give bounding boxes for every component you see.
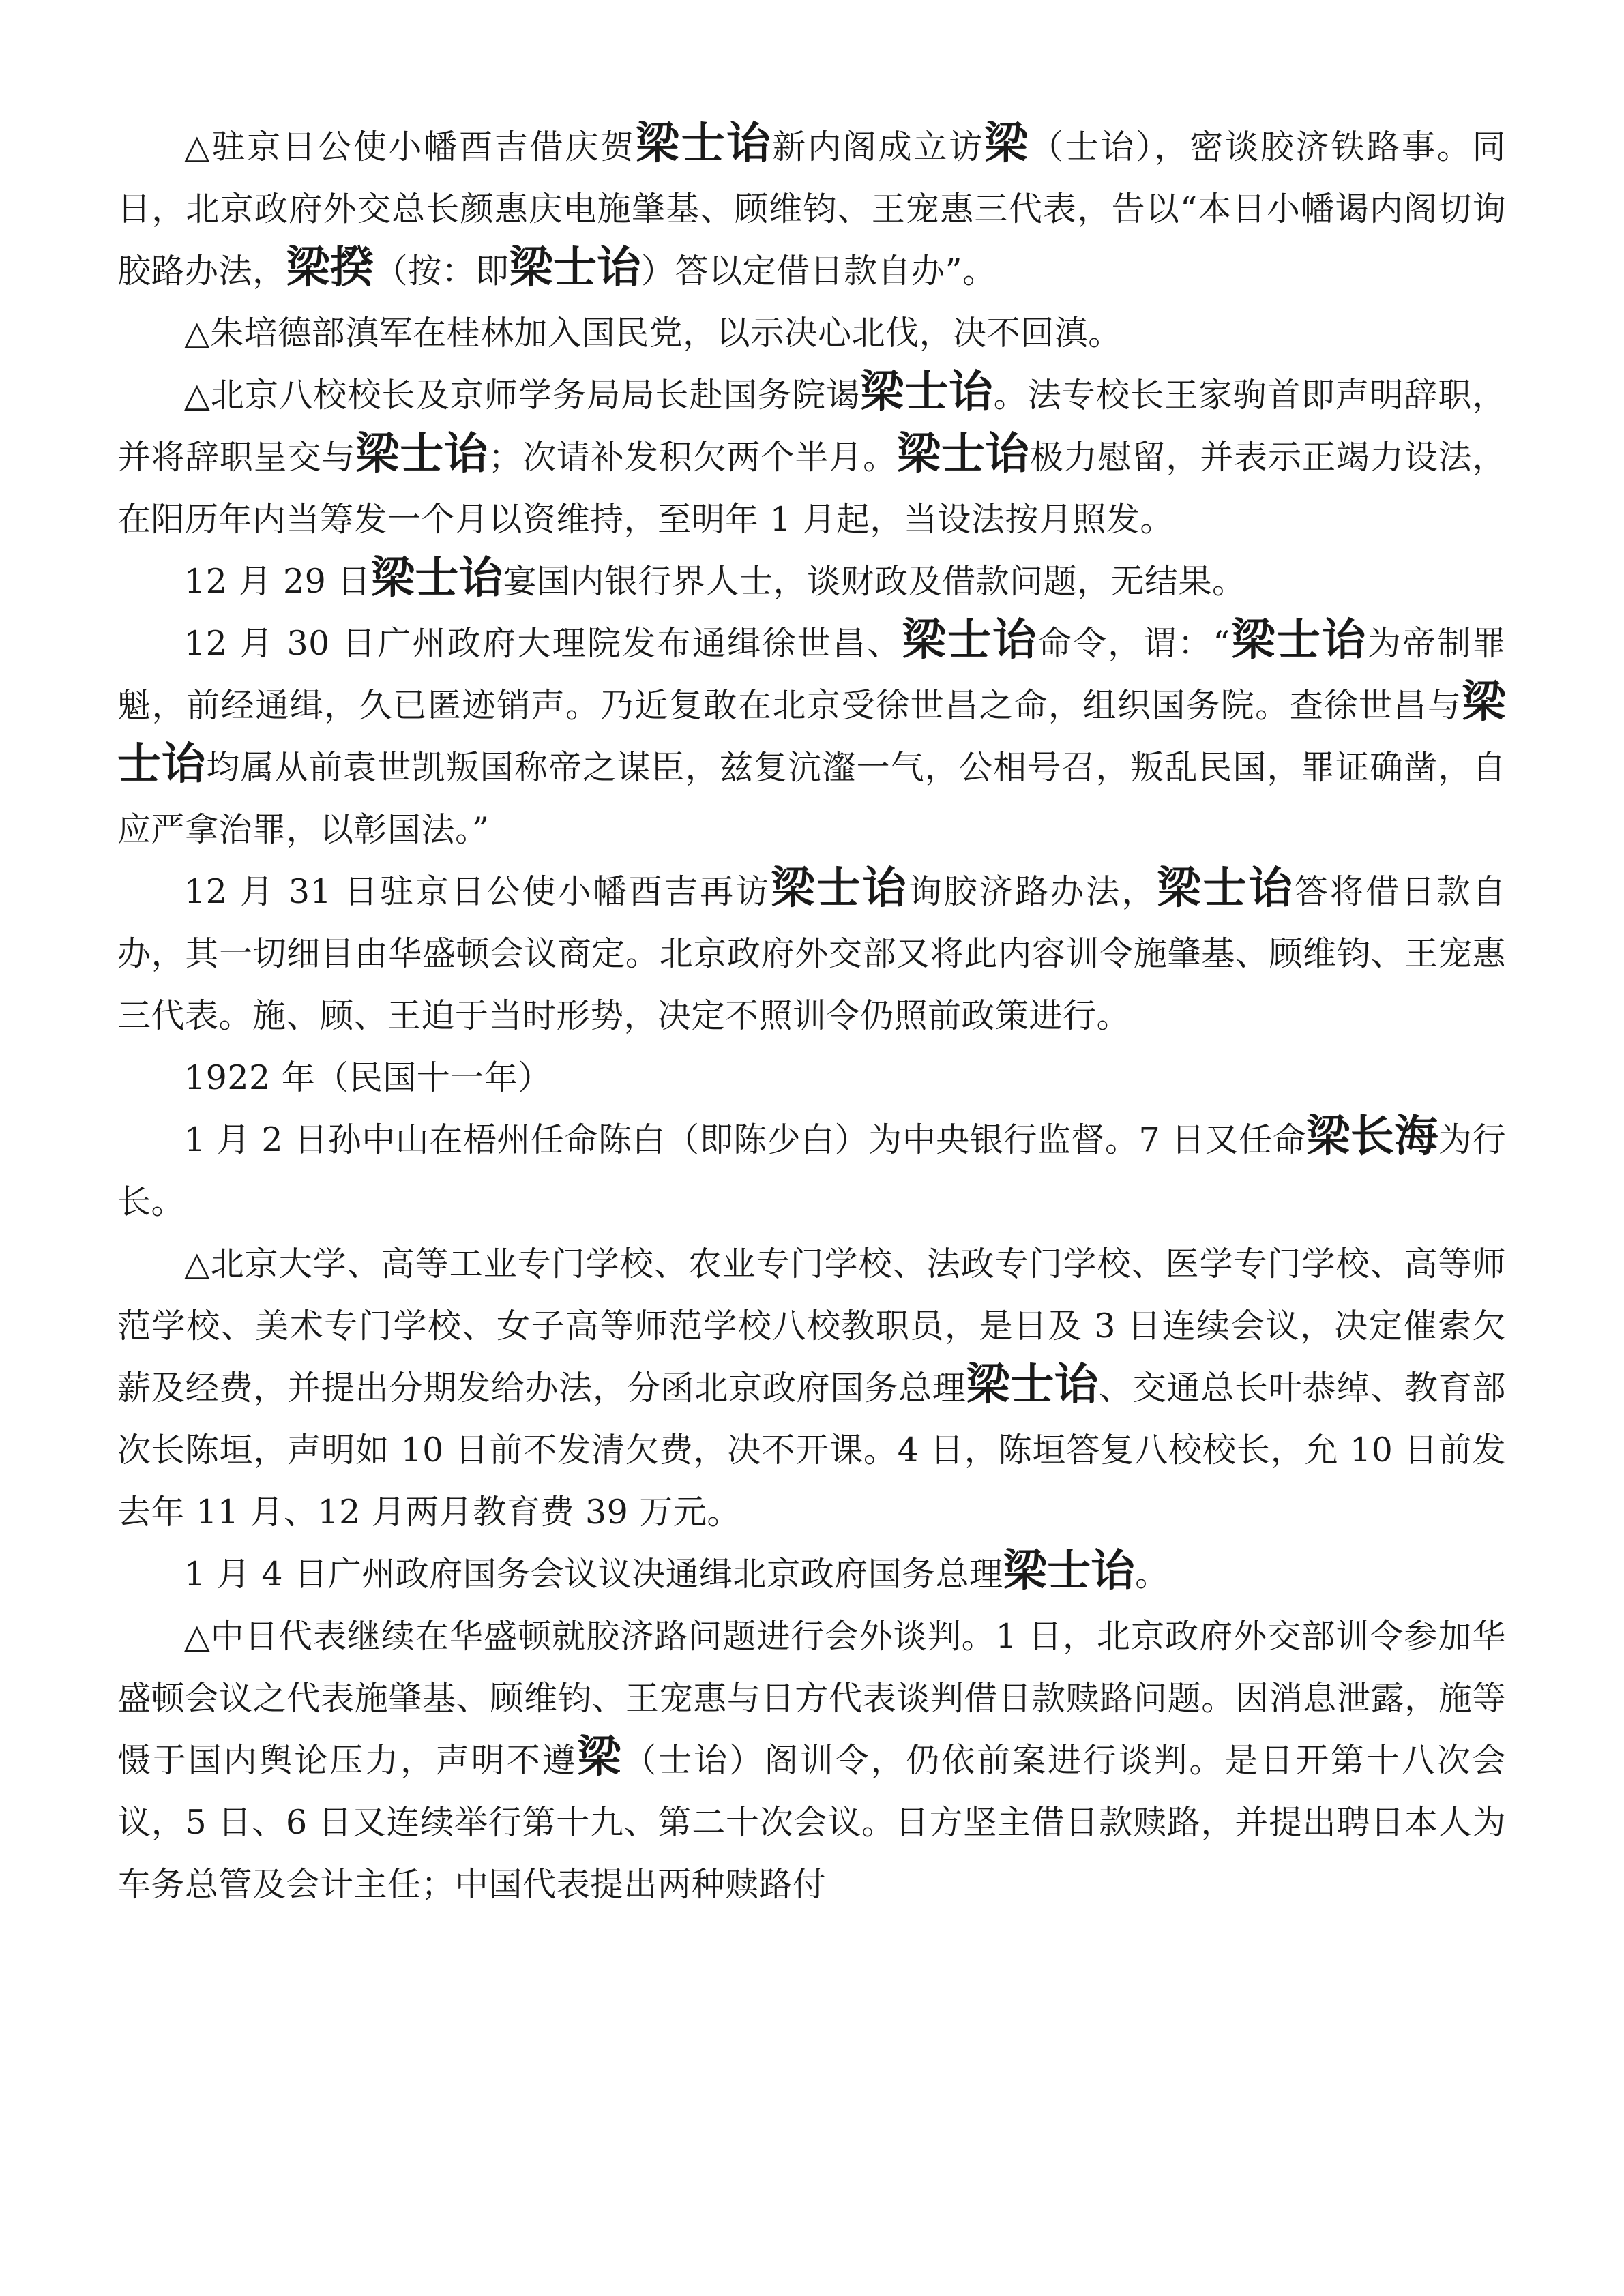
name-highlight: 梁士诒	[355, 429, 489, 479]
text-run: 答将借日款自办，其一切细目由华盛顿会议商定。北京政府外交部又将此内容训令施肇基、顾维钧、王宠惠三代表。施、顾、王迫于当时形势，决定不照训令仍照前政策进行。	[117, 872, 1506, 1035]
text-run: ；次请补发积欠两个半月。	[488, 438, 897, 477]
text-run: 12 月 31 日驻京日公使小幡酉吉再访	[184, 872, 771, 911]
paragraph	[117, 302, 1506, 364]
name-highlight: 梁士诒	[370, 553, 503, 603]
text-run: ）答以定借日款自办”。	[641, 252, 996, 290]
text-run: 。法专校长王家驹首即声明辞职，并将辞职呈交与	[117, 376, 1506, 477]
text-run: 命令，谓：“	[1037, 624, 1230, 663]
name-highlight: 梁士诒	[509, 243, 642, 293]
text-run: 1922 年（民国十一年）	[184, 1058, 552, 1097]
text-run: （士诒）阁训令，仍依前案进行谈判。是日开第十八次会议，5 日、6 日又连续举行第十九、第二十次会议。日方坚主借日款赎路，并提出聘日本人为车务总管及会计主任；中国代表提出两种赎路付	[117, 1741, 1506, 1904]
text-run: △朱培德部滇军在桂林加入国民党，以示决心北伐，决不回滇。	[184, 314, 1122, 353]
name-highlight: 梁士诒	[966, 1360, 1099, 1410]
text-run: 1 月 4 日广州政府国务会议议决通缉北京政府国务总理	[184, 1555, 1003, 1594]
text-run: 。	[1135, 1555, 1169, 1594]
text-run: 宴国内银行界人士，谈财政及借款问题，无结果。	[503, 562, 1246, 601]
text-run: △北京八校校长及京师学务局局长赴国务院谒	[184, 376, 861, 415]
text-run: 均属从前袁世凯叛国称帝之谋臣，兹复沆瀣一气，公相号召，叛乱民国，罪证确凿，自应严拿治罪，以彰国法。”	[117, 748, 1506, 849]
name-highlight: 梁	[577, 1732, 623, 1783]
paragraph	[117, 550, 1506, 612]
paragraph	[117, 1605, 1506, 1915]
name-highlight: 梁士诒	[1157, 863, 1295, 914]
text-run: 询胶济路办法，	[908, 872, 1157, 911]
name-highlight: 梁士诒	[1230, 615, 1368, 666]
text-run: 为帝制罪魁，前经通缉，久已匿迹销声。乃近复敢在北京受徐世昌之命，组织国务院。查徐世昌与	[117, 624, 1507, 725]
text-run: （士诒），密谈胶济铁路事。同日，北京政府外交总长颜惠庆电施肇基、顾维钧、王宠惠三代表，告以“本日小幡谒内阁切询胶路办法，	[117, 128, 1506, 290]
text-run: △北京大学、高等工业专门学校、农业专门学校、法政专门学校、医学专门学校、高等师范学校、美术专门学校、女子高等师范学校八校教职员，是日及 3 日连续会议，决定催索欠薪及经费，并提出分期发给办法，分函北京政府国务总理	[117, 1244, 1506, 1407]
name-highlight: 梁士诒	[896, 429, 1030, 479]
name-highlight: 梁士诒	[635, 119, 773, 169]
paragraph	[117, 1109, 1506, 1233]
text-run: 1 月 2 日孙中山在梧州任命陈白（即陈少白）为中央银行监督。7 日又任命	[184, 1120, 1307, 1159]
name-highlight: 梁士诒	[860, 367, 994, 417]
paragraph	[117, 1543, 1506, 1605]
name-highlight: 梁士诒	[771, 863, 909, 914]
text-run: 12 月 30 日广州政府大理院发布通缉徐世昌、	[184, 624, 902, 663]
document-body	[117, 116, 1506, 1915]
paragraph	[117, 116, 1506, 302]
paragraph	[117, 612, 1506, 861]
text-run: △中日代表继续在华盛顿就胶济路问题进行会外谈判。1 日，北京政府外交部训令参加华盛顿会议之代表施肇基、顾维钧、王宠惠与日方代表谈判借日款赎路问题。因消息泄露，施等慑于国内舆论压力，声明不遵	[117, 1617, 1506, 1780]
text-run: 、交通总长叶恭绰、教育部次长陈垣，声明如 10 日前不发清欠费，决不开课。4 日，陈垣答复八校校长，允 10 日前发去年 11 月、12 月两月教育费 39 万元。	[117, 1369, 1506, 1532]
name-highlight: 梁揆	[286, 243, 374, 293]
text-run: △驻京日公使小幡酉吉借庆贺	[184, 128, 636, 166]
name-highlight: 梁士诒	[117, 677, 1506, 790]
name-highlight: 梁长海	[1306, 1112, 1438, 1162]
name-highlight: 梁士诒	[902, 615, 1038, 666]
name-highlight: 梁士诒	[1003, 1546, 1136, 1596]
paragraph	[117, 1233, 1506, 1543]
text-run: （按：即	[374, 252, 510, 290]
text-run: 新内阁成立访	[772, 128, 984, 166]
paragraph	[117, 861, 1506, 1047]
name-highlight: 梁	[984, 119, 1030, 169]
text-run: 为行长。	[117, 1120, 1506, 1221]
paragraph	[117, 364, 1506, 550]
text-run: 12 月 29 日	[184, 562, 371, 601]
paragraph	[117, 1047, 1506, 1109]
text-run: 极力慰留，并表示正竭力设法，在阳历年内当筹发一个月以资维持，至明年 1 月起，当设法按月照发。	[117, 438, 1507, 539]
